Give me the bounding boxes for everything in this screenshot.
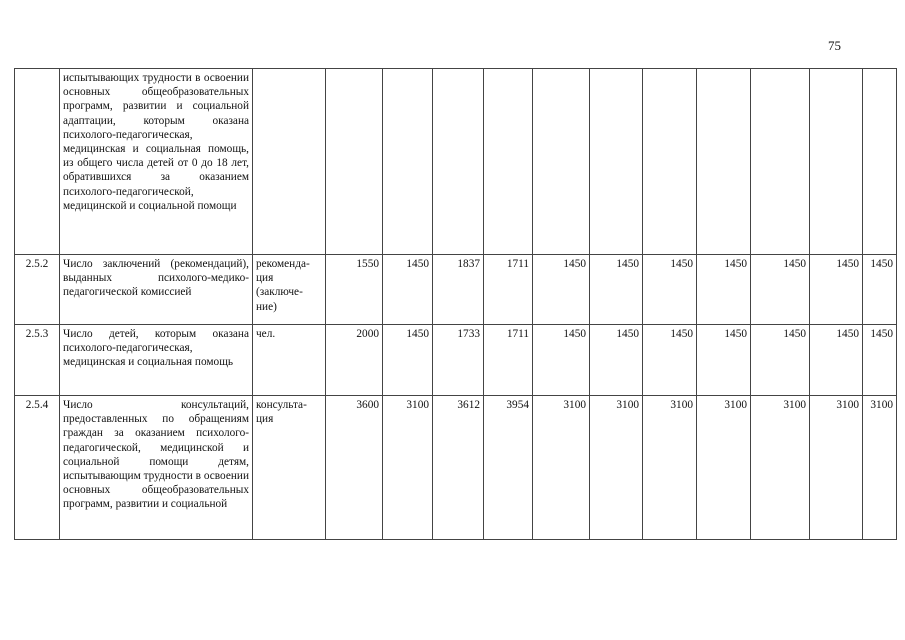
row-number: 2.5.3 [15,325,60,396]
value-cell: 1450 [590,255,643,325]
table-row [15,69,897,255]
value-cell: 1711 [484,325,533,396]
value-cell [863,69,897,255]
value-cell [751,69,810,255]
value-cell: 1450 [643,255,697,325]
value-cell [810,69,863,255]
value-cell: 1450 [590,325,643,396]
value-cell [643,69,697,255]
table-row [15,255,897,325]
row-unit: консульта-ция [253,396,326,540]
value-cell: 1450 [863,255,897,325]
value-cell: 3100 [863,396,897,540]
table-row [15,325,897,396]
value-cell: 1450 [643,325,697,396]
value-cell: 1733 [433,325,484,396]
value-cell: 1450 [863,325,897,396]
value-cell: 1550 [326,255,383,325]
value-cell: 1450 [383,255,433,325]
value-cell: 3100 [751,396,810,540]
value-cell: 1450 [810,255,863,325]
value-cell: 3612 [433,396,484,540]
value-cell: 1450 [751,325,810,396]
value-cell: 3100 [697,396,751,540]
row-description: испытывающих трудности в освоении основных общеобразовательных программ, развитии и социальной адаптации, которым оказана психолого-педагогическая, медицинская и социальная помощь, из общего числа детей от 0 до 18 лет, обратившихся за оказанием психолого-педагогической, медицинской и социальной помощи [60,69,253,255]
value-cell: 1450 [697,325,751,396]
value-cell: 1837 [433,255,484,325]
value-cell: 1450 [533,325,590,396]
value-cell: 1450 [533,255,590,325]
value-cell [484,69,533,255]
value-cell: 3100 [383,396,433,540]
value-cell: 3100 [533,396,590,540]
value-cell: 1450 [383,325,433,396]
indicators-table [14,68,897,540]
page-number: 75 [828,38,841,53]
value-cell: 3100 [810,396,863,540]
row-unit [253,69,326,255]
row-number [15,69,60,255]
table-row [15,396,897,540]
value-cell: 2000 [326,325,383,396]
value-cell: 3100 [590,396,643,540]
value-cell: 3100 [643,396,697,540]
value-cell [433,69,484,255]
value-cell: 1711 [484,255,533,325]
row-description: Число заключений (рекомендаций), выданных психолого-медико-педагогической комиссией [60,255,253,325]
value-cell [533,69,590,255]
row-number: 2.5.2 [15,255,60,325]
value-cell [590,69,643,255]
value-cell [326,69,383,255]
value-cell: 3954 [484,396,533,540]
row-description: Число детей, которым оказана психолого-педагогическая, медицинская и социальная помощь [60,325,253,396]
value-cell [383,69,433,255]
value-cell: 1450 [751,255,810,325]
value-cell: 3600 [326,396,383,540]
row-unit: рекоменда-ция (заключе-ние) [253,255,326,325]
row-unit: чел. [253,325,326,396]
value-cell [697,69,751,255]
row-number: 2.5.4 [15,396,60,540]
value-cell: 1450 [697,255,751,325]
value-cell: 1450 [810,325,863,396]
row-description: Число консультаций, предоставленных по обращениям граждан за оказанием психолого-педагогической, медицинской и социальной помощи детям, испытывающим трудности в освоении основных общеобразовательных программ, развитии и социальной [60,396,253,540]
